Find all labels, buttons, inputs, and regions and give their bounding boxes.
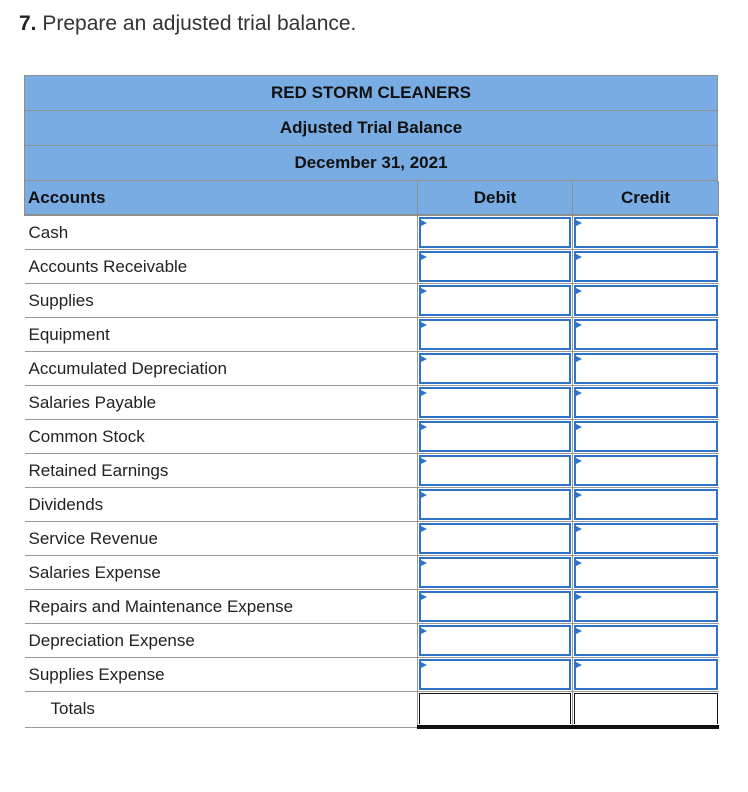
account-name: Repairs and Maintenance Expense (25, 590, 418, 624)
credit-input[interactable] (574, 387, 718, 418)
totals-label: Totals (25, 692, 418, 728)
debit-cell (418, 522, 573, 556)
debit-cell (418, 488, 573, 522)
dropdown-flag-icon[interactable] (574, 627, 582, 635)
credit-input[interactable] (574, 591, 718, 622)
total-debit-cell (418, 692, 573, 728)
account-row-repairs-and-maintenance-expense (25, 590, 719, 624)
totals-row (25, 692, 719, 728)
credit-input[interactable] (574, 489, 718, 520)
total-credit-cell (573, 692, 719, 728)
debit-input[interactable] (419, 659, 571, 690)
credit-cell (573, 658, 719, 692)
account-name: Accounts Receivable (25, 250, 418, 284)
dropdown-flag-icon[interactable] (574, 321, 582, 329)
accounts-column-header: Accounts (25, 181, 418, 215)
account-name: Dividends (25, 488, 418, 522)
account-row-dividends (25, 488, 719, 522)
debit-cell (418, 420, 573, 454)
question-number: 7. (19, 12, 37, 35)
debit-input[interactable] (419, 387, 571, 418)
credit-cell (573, 488, 719, 522)
dropdown-flag-icon[interactable] (419, 253, 427, 261)
dropdown-flag-icon[interactable] (419, 661, 427, 669)
credit-cell (573, 624, 719, 658)
account-name: Retained Earnings (25, 454, 418, 488)
debit-input[interactable] (419, 421, 571, 452)
debit-input[interactable] (419, 591, 571, 622)
dropdown-flag-icon[interactable] (419, 559, 427, 567)
credit-input[interactable] (574, 557, 718, 588)
debit-cell (418, 624, 573, 658)
account-name: Supplies Expense (25, 658, 418, 692)
dropdown-flag-icon[interactable] (574, 423, 582, 431)
debit-input[interactable] (419, 625, 571, 656)
credit-input[interactable] (574, 217, 718, 248)
credit-cell (573, 250, 719, 284)
debit-input[interactable] (419, 217, 571, 248)
credit-cell (573, 522, 719, 556)
account-row-supplies-expense (25, 658, 719, 692)
debit-cell (418, 590, 573, 624)
dropdown-flag-icon[interactable] (574, 253, 582, 261)
dropdown-flag-icon[interactable] (419, 287, 427, 295)
dropdown-flag-icon[interactable] (574, 559, 582, 567)
credit-input[interactable] (574, 421, 718, 452)
dropdown-flag-icon[interactable] (574, 355, 582, 363)
account-row-equipment (25, 318, 719, 352)
credit-cell (573, 590, 719, 624)
dropdown-flag-icon[interactable] (574, 593, 582, 601)
dropdown-flag-icon[interactable] (574, 219, 582, 227)
credit-cell (573, 318, 719, 352)
debit-cell (418, 352, 573, 386)
credit-input[interactable] (574, 523, 718, 554)
dropdown-flag-icon[interactable] (574, 287, 582, 295)
account-row-retained-earnings (25, 454, 719, 488)
statement-title: Adjusted Trial Balance (24, 110, 718, 145)
account-row-supplies (25, 284, 719, 318)
credit-input[interactable] (574, 251, 718, 282)
debit-cell (418, 454, 573, 488)
question-prompt (19, 10, 356, 38)
account-name: Salaries Expense (25, 556, 418, 590)
statement-date: December 31, 2021 (24, 145, 718, 181)
dropdown-flag-icon[interactable] (419, 525, 427, 533)
dropdown-flag-icon[interactable] (574, 525, 582, 533)
account-name: Service Revenue (25, 522, 418, 556)
account-row-depreciation-expense (25, 624, 719, 658)
debit-cell (418, 658, 573, 692)
column-header-row (25, 181, 719, 215)
debit-cell (418, 284, 573, 318)
dropdown-flag-icon[interactable] (574, 661, 582, 669)
question-text: Prepare an adjusted trial balance. (42, 12, 357, 35)
account-name: Depreciation Expense (25, 624, 418, 658)
account-name: Salaries Payable (25, 386, 418, 420)
account-name: Equipment (25, 318, 418, 352)
credit-input[interactable] (574, 285, 718, 316)
debit-cell (418, 318, 573, 352)
trial-balance-worksheet (24, 75, 718, 729)
debit-input[interactable] (419, 251, 571, 282)
dropdown-flag-icon[interactable] (419, 219, 427, 227)
account-name: Supplies (25, 284, 418, 318)
credit-cell (573, 454, 719, 488)
dropdown-flag-icon[interactable] (419, 355, 427, 363)
credit-input[interactable] (574, 353, 718, 384)
account-name: Common Stock (25, 420, 418, 454)
credit-cell (573, 420, 719, 454)
debit-input[interactable] (419, 285, 571, 316)
debit-input[interactable] (419, 353, 571, 384)
dropdown-flag-icon[interactable] (419, 593, 427, 601)
dropdown-flag-icon[interactable] (419, 627, 427, 635)
dropdown-flag-icon[interactable] (419, 491, 427, 499)
total-debit-value (419, 693, 571, 724)
account-row-accounts-receivable (25, 250, 719, 284)
credit-input[interactable] (574, 319, 718, 350)
account-row-accumulated-depreciation (25, 352, 719, 386)
account-row-salaries-payable (25, 386, 719, 420)
credit-column-header: Credit (573, 181, 719, 215)
credit-cell (573, 556, 719, 590)
credit-cell (573, 215, 719, 250)
trial-balance-table (24, 181, 719, 729)
account-name: Cash (25, 215, 418, 250)
account-row-common-stock (25, 420, 719, 454)
account-rows (25, 215, 719, 727)
credit-cell (573, 352, 719, 386)
credit-input[interactable] (574, 659, 718, 690)
debit-input[interactable] (419, 455, 571, 486)
account-row-salaries-expense (25, 556, 719, 590)
dropdown-flag-icon[interactable] (574, 389, 582, 397)
credit-cell (573, 284, 719, 318)
dropdown-flag-icon[interactable] (574, 491, 582, 499)
account-name: Accumulated Depreciation (25, 352, 418, 386)
debit-cell (418, 556, 573, 590)
debit-column-header: Debit (418, 181, 573, 215)
debit-cell (418, 386, 573, 420)
dropdown-flag-icon[interactable] (419, 457, 427, 465)
total-credit-value (574, 693, 718, 724)
account-row-service-revenue (25, 522, 719, 556)
credit-input[interactable] (574, 455, 718, 486)
debit-cell (418, 250, 573, 284)
debit-input[interactable] (419, 557, 571, 588)
dropdown-flag-icon[interactable] (419, 389, 427, 397)
credit-input[interactable] (574, 625, 718, 656)
credit-cell (573, 386, 719, 420)
dropdown-flag-icon[interactable] (419, 423, 427, 431)
company-name: RED STORM CLEANERS (24, 75, 718, 110)
debit-input[interactable] (419, 489, 571, 520)
debit-input[interactable] (419, 319, 571, 350)
dropdown-flag-icon[interactable] (574, 457, 582, 465)
account-row-cash (25, 215, 719, 250)
debit-input[interactable] (419, 523, 571, 554)
dropdown-flag-icon[interactable] (419, 321, 427, 329)
debit-cell (418, 215, 573, 250)
